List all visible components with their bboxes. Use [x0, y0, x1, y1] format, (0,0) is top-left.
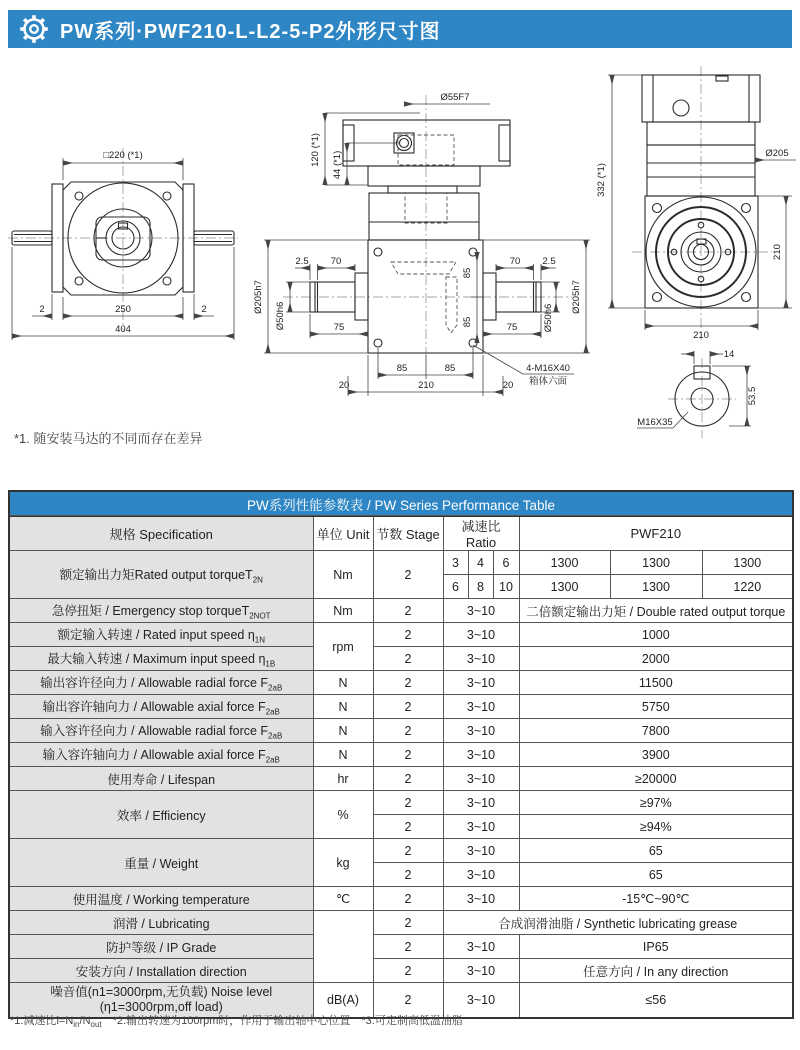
stage-cell: 2 — [373, 623, 443, 647]
value-cell: ≤56 — [519, 983, 793, 1019]
value-cell: 3900 — [519, 743, 793, 767]
ratio-cell: 3~10 — [443, 959, 519, 983]
dim-side-75-right: 75 — [506, 322, 518, 333]
stage-cell: 2 — [373, 935, 443, 959]
page-title: PW系列·PWF210-L-L2-5-P2外形尺寸图 — [60, 20, 441, 43]
spec-cell: 使用寿命 / Lifespan — [9, 767, 313, 791]
unit-cell: hr — [313, 767, 373, 791]
dim-front-2-right: 2 — [201, 304, 207, 315]
ratio-cell: 3~10 — [443, 791, 519, 815]
footnote-subscript: in — [73, 1020, 80, 1030]
side-view — [253, 92, 590, 396]
stage-cell: 2 — [373, 767, 443, 791]
stage-cell: 2 — [373, 887, 443, 911]
dim-side-85-lower: 85 — [462, 316, 473, 328]
ratio-cell: 3~10 — [443, 935, 519, 959]
value-cell: IP65 — [519, 935, 793, 959]
shaft-section-view — [637, 349, 758, 438]
value-cell: 1220 — [702, 575, 793, 599]
table-row-working-temperature — [9, 887, 793, 911]
spec-label: 输出容许径向力 / Allowable radial force F — [40, 675, 269, 690]
table-title-row — [9, 491, 793, 516]
spec-subscript: 2aB — [268, 683, 283, 693]
unit-cell-empty — [313, 911, 373, 983]
unit-cell: Nm — [313, 599, 373, 623]
ratio-cell: 3~10 — [443, 647, 519, 671]
callout-housing-faces: 箱体六面 — [528, 376, 568, 387]
value-cell: 二倍额定输出力矩 / Double rated output torque — [519, 599, 793, 623]
spec-cell — [9, 551, 313, 599]
dim-side-75-left: 75 — [333, 322, 345, 333]
ratio-cell: 6 — [443, 575, 468, 599]
dim-side-bore: Ø55F7 — [440, 92, 470, 103]
spec-cell — [9, 671, 313, 695]
spec-subscript: 2NOT — [249, 611, 271, 621]
spec-subscript: 2aB — [268, 731, 283, 741]
stage-cell: 2 — [373, 863, 443, 887]
dim-side-205h7-right: Ø205h7 — [571, 280, 582, 314]
table-title: PW系列性能参数表 / PW Series Performance Table — [9, 491, 793, 516]
unit-cell: Nm — [313, 551, 373, 599]
table-row-ip-grade — [9, 935, 793, 959]
dim-rear-205: Ø205 — [765, 148, 789, 159]
dim-shaft-14: 14 — [723, 349, 735, 360]
table-row-output-radial-force — [9, 671, 793, 695]
dim-side-70-left: 70 — [330, 256, 342, 267]
unit-cell: N — [313, 695, 373, 719]
unit-cell: dB(A) — [313, 983, 373, 1019]
spec-label: 额定输出力矩Rated output torqueT — [59, 567, 253, 582]
table-row-output-axial-force — [9, 695, 793, 719]
table-header-row — [9, 516, 793, 551]
spec-subscript: 1N — [254, 635, 266, 645]
callout-bolts: 4-M16X40 — [526, 363, 570, 374]
table-row-weight — [9, 839, 793, 863]
front-view — [8, 148, 238, 340]
dim-side-50h6-left: Ø50h6 — [275, 301, 286, 331]
dim-side-50h6-right: Ø50h6 — [543, 303, 554, 333]
ratio-cell: 3~10 — [443, 695, 519, 719]
stage-cell: 2 — [373, 671, 443, 695]
dim-side-85-upper: 85 — [462, 267, 473, 279]
ratio-cell: 6 — [493, 551, 519, 575]
drawing-note: *1. 随安装马达的不同而存在差异 — [14, 431, 203, 446]
dim-side-2p5-right: 2.5 — [542, 256, 556, 267]
value-cell: 7800 — [519, 719, 793, 743]
footnote-part: *1.减速比i=N — [10, 1015, 74, 1027]
spec-cell: 效率 / Efficiency — [9, 791, 313, 839]
spec-label: 急停扭矩 / Emergency stop torqueT — [51, 603, 250, 618]
performance-table — [8, 490, 794, 1019]
value-cell: 1300 — [519, 575, 610, 599]
ratio-cell: 3~10 — [443, 671, 519, 695]
stage-cell: 2 — [373, 983, 443, 1019]
spec-cell: 防护等级 / IP Grade — [9, 935, 313, 959]
dim-front-250: 250 — [115, 304, 131, 315]
dim-side-44: 44 (*1) — [332, 150, 343, 180]
table-row-rated-torque — [9, 551, 793, 575]
spec-subscript: 1B — [265, 659, 276, 669]
stage-cell: 2 — [373, 695, 443, 719]
dim-side-205h7-left: Ø205h7 — [253, 280, 264, 314]
spec-cell: 使用温度 / Working temperature — [9, 887, 313, 911]
stage-cell: 2 — [373, 551, 443, 599]
spec-cell — [9, 647, 313, 671]
stage-cell: 2 — [373, 959, 443, 983]
table-row-emergency-torque — [9, 599, 793, 623]
ratio-cell: 10 — [493, 575, 519, 599]
value-cell: 1300 — [610, 551, 702, 575]
gear-icon — [18, 13, 50, 45]
spec-label: 最大输入转速 / Maximum input speed η — [47, 651, 266, 666]
spec-cell — [9, 623, 313, 647]
ratio-cell: 3~10 — [443, 839, 519, 863]
unit-cell: % — [313, 791, 373, 839]
stage-cell: 2 — [373, 599, 443, 623]
spec-cell — [9, 743, 313, 767]
value-cell: ≥94% — [519, 815, 793, 839]
spec-label: 输入容许轴向力 / Allowable axial force F — [42, 747, 266, 762]
dim-side-2p5-left: 2.5 — [295, 256, 309, 267]
unit-cell: rpm — [313, 623, 373, 671]
table-row-rated-input-speed — [9, 623, 793, 647]
spec-label: 噪音值(n1=3000rpm,无负载) Noise level — [50, 985, 273, 999]
stage-cell: 2 — [373, 791, 443, 815]
stage-cell: 2 — [373, 719, 443, 743]
dim-side-20-right: 20 — [502, 380, 514, 391]
ratio-cell: 3 — [443, 551, 468, 575]
dim-rear-210-vert: 210 — [772, 244, 783, 260]
spec-cell: 润滑 / Lubricating — [9, 911, 313, 935]
spec-cell: 重量 / Weight — [9, 839, 313, 887]
ratio-cell: 3~10 — [443, 767, 519, 791]
dim-front-220: □220 (*1) — [103, 150, 143, 161]
header-model: PWF210 — [519, 516, 793, 551]
stage-cell: 2 — [373, 839, 443, 863]
dim-front-2-left: 2 — [39, 304, 45, 315]
footnote-part: /N — [79, 1015, 91, 1027]
table-row-efficiency — [9, 791, 793, 815]
spec-label: 输入容许径向力 / Allowable radial force F — [40, 723, 269, 738]
footnote-subscript: out — [90, 1020, 102, 1030]
value-cell: 1300 — [519, 551, 610, 575]
dimension-drawings — [0, 60, 800, 445]
dim-side-85-bottom-left: 85 — [396, 363, 408, 374]
value-cell: ≥97% — [519, 791, 793, 815]
value-cell: 合成润滑油脂 / Synthetic lubricating grease — [443, 911, 793, 935]
dim-shaft-thread: M16X35 — [637, 417, 673, 428]
header-stage: 节数 Stage — [373, 516, 443, 551]
table-row-input-axial-force — [9, 743, 793, 767]
table-row-lubricating — [9, 911, 793, 935]
table-row-max-input-speed — [9, 647, 793, 671]
value-cell: 65 — [519, 839, 793, 863]
ratio-cell: 3~10 — [443, 815, 519, 839]
dim-side-210: 210 — [418, 380, 434, 391]
spec-cell: 安装方向 / Installation direction — [9, 959, 313, 983]
value-cell: 1000 — [519, 623, 793, 647]
unit-cell: N — [313, 719, 373, 743]
stage-cell: 2 — [373, 743, 443, 767]
header-ratio: 减速比 Ratio — [443, 516, 519, 551]
ratio-cell: 3~10 — [443, 863, 519, 887]
dim-side-70-right: 70 — [509, 256, 521, 267]
spec-label: 输出容许轴向力 / Allowable axial force F — [42, 699, 266, 714]
ratio-cell: 3~10 — [443, 983, 519, 1019]
spec-cell — [9, 695, 313, 719]
footnote-part: *2.输出转速为100rpm时，作用于输出轴中心位置 *3.可定制高低温油脂 — [101, 1015, 463, 1027]
value-cell: ≥20000 — [519, 767, 793, 791]
value-cell: 2000 — [519, 647, 793, 671]
spec-label: 额定输入转速 / Rated input speed η — [57, 627, 255, 642]
value-cell: 5750 — [519, 695, 793, 719]
table-footnote — [10, 1012, 463, 1029]
dim-side-20-left: 20 — [338, 380, 350, 391]
stage-cell: 2 — [373, 911, 443, 935]
value-cell: 1300 — [702, 551, 793, 575]
ratio-cell: 8 — [468, 575, 493, 599]
unit-cell: N — [313, 671, 373, 695]
table-row-input-radial-force — [9, 719, 793, 743]
value-cell: -15℃~90℃ — [519, 887, 793, 911]
dim-rear-210-horiz: 210 — [693, 330, 709, 341]
table-row-lifespan — [9, 767, 793, 791]
rear-view — [596, 66, 796, 341]
header-spec: 规格 Specification — [9, 516, 313, 551]
value-cell: 1300 — [610, 575, 702, 599]
ratio-cell: 3~10 — [443, 719, 519, 743]
spec-label-line2: (η1=3000rpm,off load) — [99, 1000, 223, 1014]
value-cell: 65 — [519, 863, 793, 887]
spec-subscript: 2aB — [265, 707, 280, 717]
dim-rear-332: 332 (*1) — [596, 163, 607, 197]
stage-cell: 2 — [373, 815, 443, 839]
performance-table-section — [8, 490, 792, 1019]
ratio-cell: 3~10 — [443, 887, 519, 911]
spec-cell — [9, 719, 313, 743]
value-cell: 11500 — [519, 671, 793, 695]
dim-front-404: 404 — [115, 324, 131, 335]
dim-shaft-53-5: 53.5 — [747, 386, 758, 406]
unit-cell: kg — [313, 839, 373, 887]
spec-subscript: 2N — [252, 575, 263, 585]
table-row-installation-direction — [9, 959, 793, 983]
ratio-cell: 4 — [468, 551, 493, 575]
unit-cell: ℃ — [313, 887, 373, 911]
spec-cell — [9, 599, 313, 623]
header-unit: 单位 Unit — [313, 516, 373, 551]
ratio-cell: 3~10 — [443, 599, 519, 623]
page-header-banner — [8, 10, 792, 48]
value-cell: 任意方向 / In any direction — [519, 959, 793, 983]
dim-side-85-bottom-right: 85 — [444, 363, 456, 374]
unit-cell: N — [313, 743, 373, 767]
ratio-cell: 3~10 — [443, 623, 519, 647]
ratio-cell: 3~10 — [443, 743, 519, 767]
stage-cell: 2 — [373, 647, 443, 671]
spec-subscript: 2aB — [265, 755, 280, 765]
dim-side-120: 120 (*1) — [310, 133, 321, 167]
